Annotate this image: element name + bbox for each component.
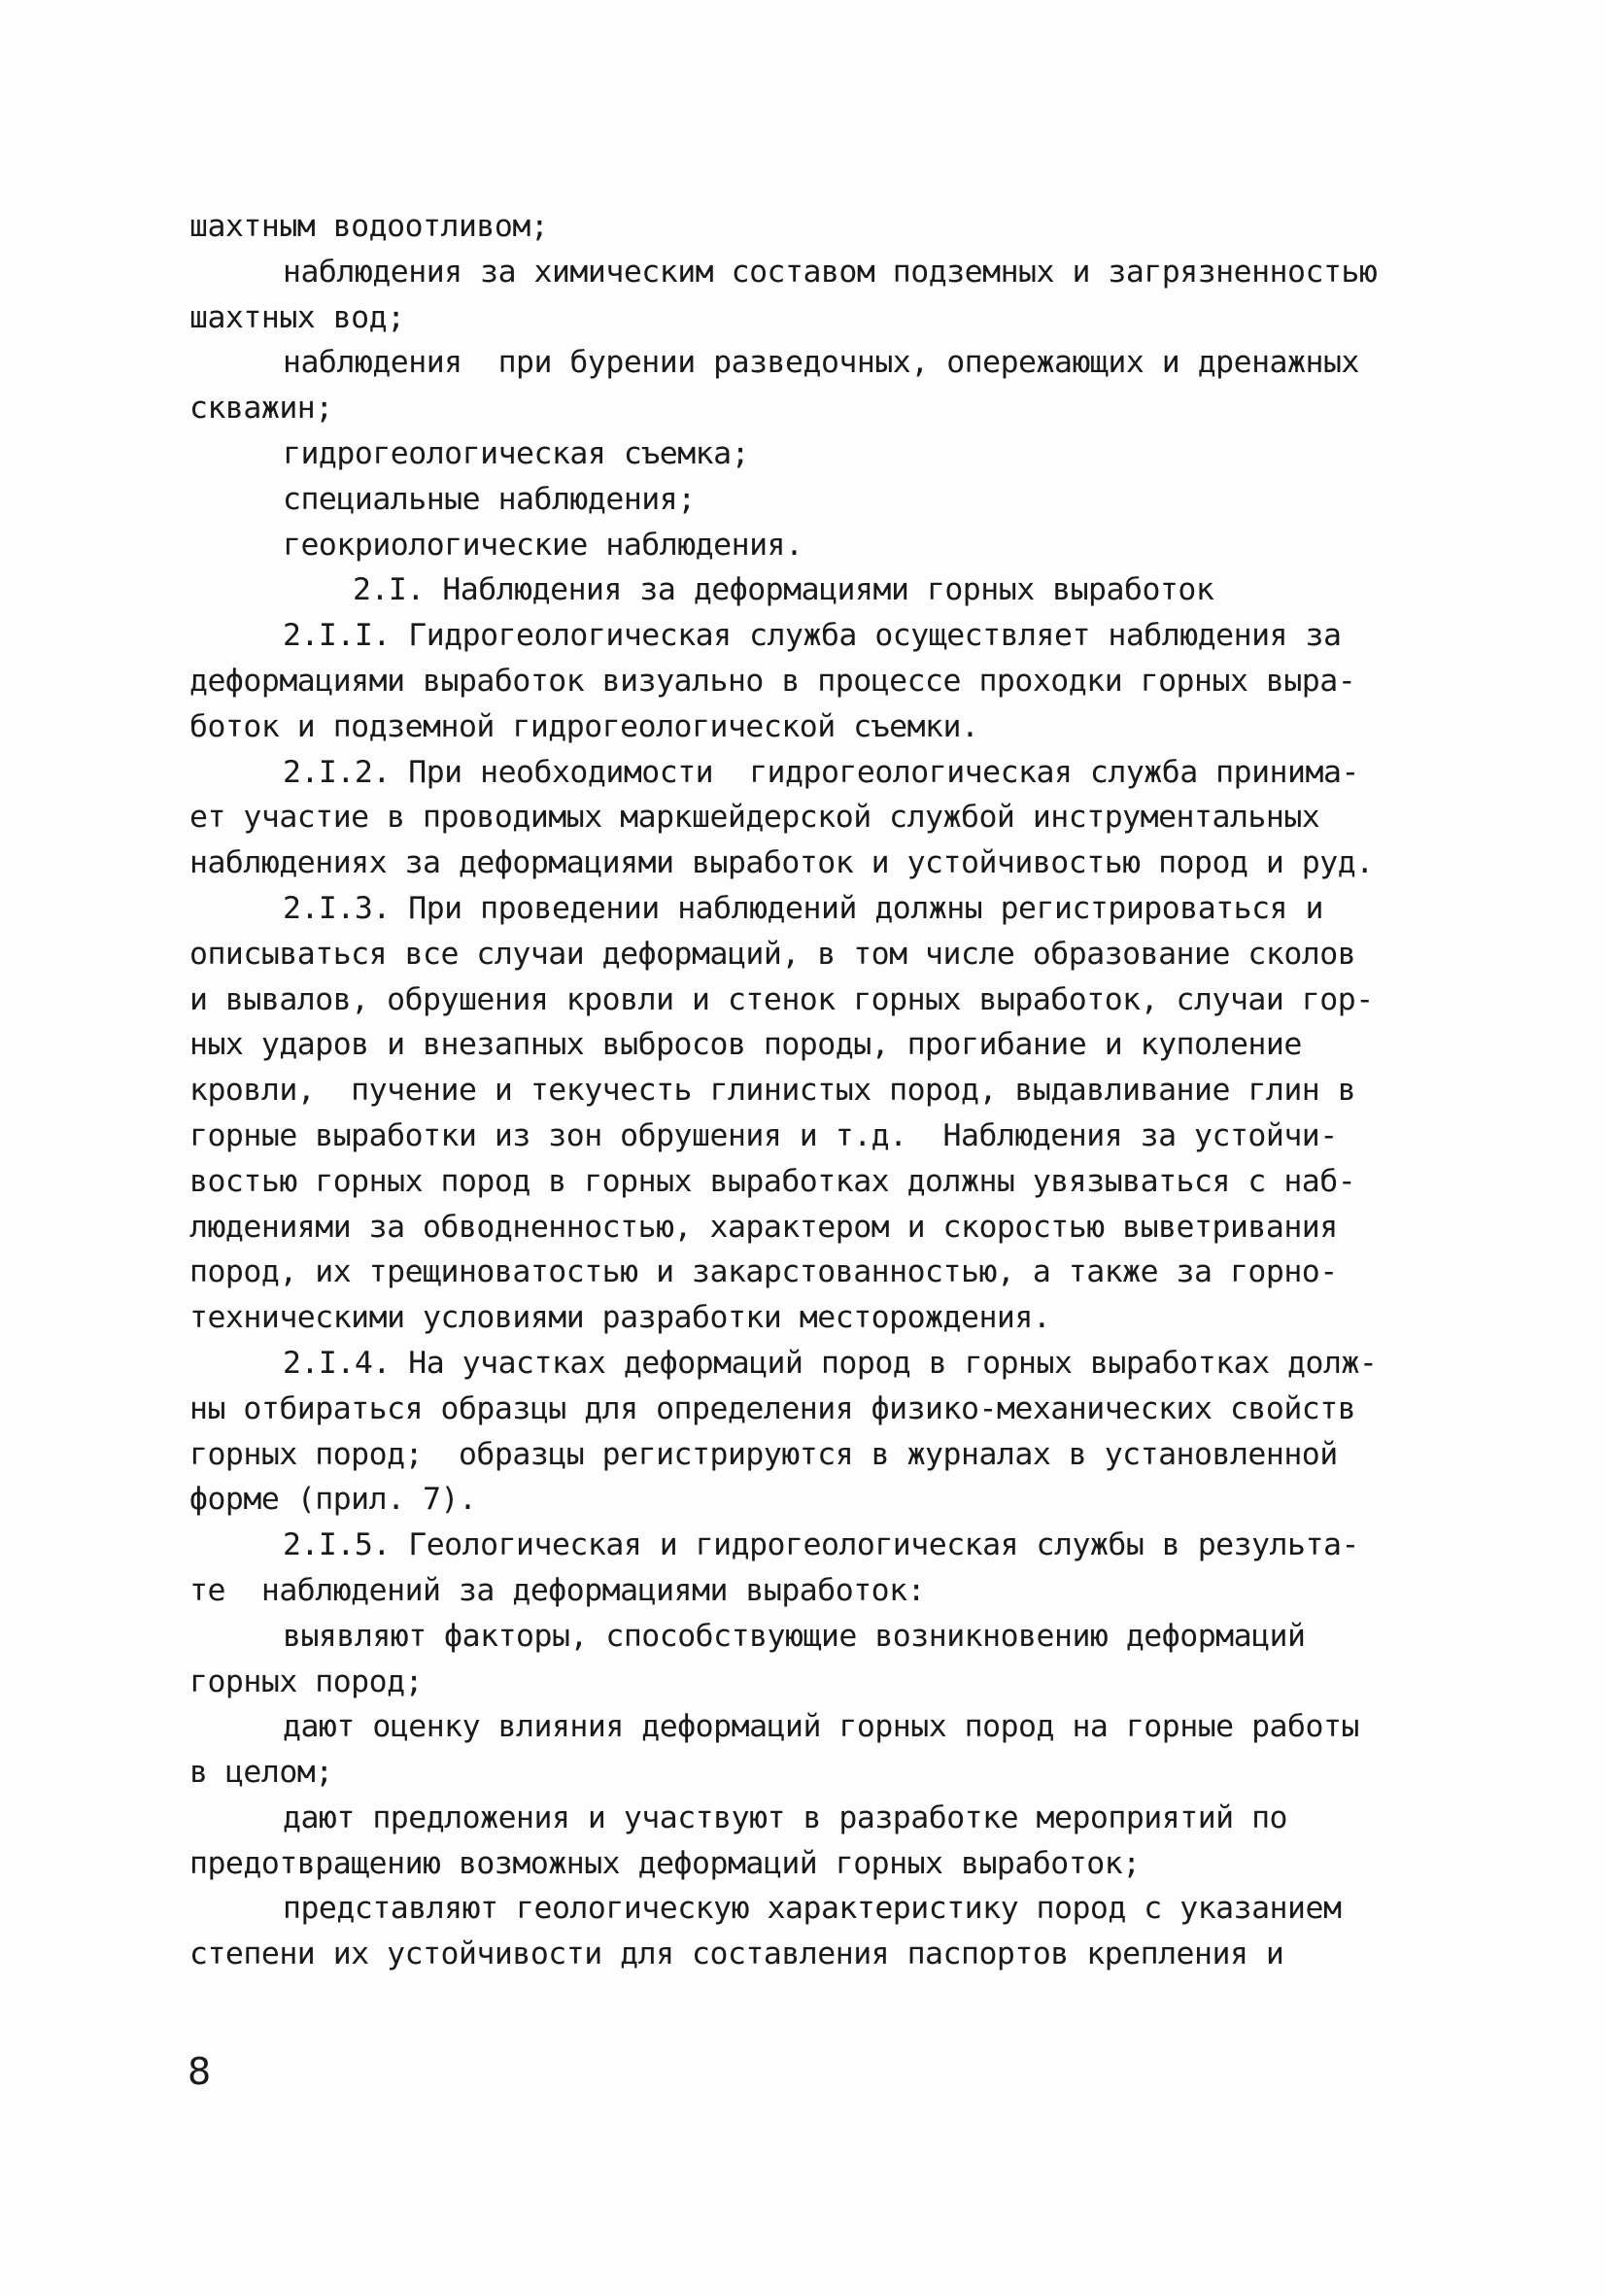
text-line: 2.I.I. Гидрогеологическая служба осуществляет наблюдения за (283, 618, 1342, 654)
text-line: наблюдениях за деформациями выработок и устойчивостью пород и руд. (189, 845, 1374, 881)
text-line: описываться все случаи деформаций, в том числе образование сколов (189, 936, 1356, 972)
page-number: 8 (188, 2050, 212, 2093)
text-line: 2.I.2. При необходимости гидрогеологическая служба принима- (283, 754, 1359, 790)
text-line: 2.I.4. На участках деформаций пород в горных выработках долж- (283, 1345, 1378, 1381)
section-heading: 2.I. Наблюдения за деформациями горных выработок (353, 572, 1214, 608)
text-line: предотвращению возможных деформаций горных выработок; (189, 1845, 1141, 1881)
text-line: горных пород; образцы регистрируются в журналах в установленной (189, 1436, 1338, 1472)
text-line: те наблюдений за деформациями выработок: (189, 1572, 926, 1608)
text-line: ет участие в проводимых маркшейдерской службой инструментальных (189, 800, 1320, 836)
text-line: скважин; (189, 391, 333, 427)
text-line: шахтным водоотливом; (189, 209, 549, 244)
text-line: людениями за обводненностью, характером и скоростью выветривания (189, 1209, 1338, 1245)
text-line: ных ударов и внезапных выбросов породы, прогибание и куполение (189, 1027, 1302, 1063)
text-line: востью горных пород в горных выработках должны увязываться с наб- (189, 1163, 1356, 1199)
text-line: специальные наблюдения; (283, 481, 696, 517)
text-line: горные выработки из зон обрушения и т.д. Наблюдения за устойчи- (189, 1117, 1338, 1153)
text-line: гидрогеологическая съемка; (283, 435, 750, 471)
text-line: пород, их трещиноватостью и закарстованностью, а также за горно- (189, 1254, 1338, 1290)
text-line: наблюдения при бурении разведочных, опережающих и дренажных (283, 345, 1359, 381)
text-line: техническими условиями разработки месторождения. (189, 1300, 1051, 1336)
text-line: геокриологические наблюдения. (283, 527, 803, 563)
text-line: форме (прил. 7). (189, 1482, 477, 1518)
text-line: шахтных вод; (189, 299, 405, 335)
text-line: наблюдения за химическим составом подземных и загрязненностью (283, 254, 1378, 290)
text-line: кровли, пучение и текучесть глинистых пород, выдавливание глин в (189, 1073, 1356, 1109)
text-line: дают предложения и участвуют в разработке мероприятий по (283, 1799, 1288, 1835)
text-line: выявляют факторы, способствующие возникновению деформаций (283, 1618, 1306, 1654)
text-line: боток и подземной гидрогеологической съемки. (189, 708, 979, 744)
text-line: деформациями выработок визуально в процессе проходки горных выра- (189, 663, 1356, 699)
text-line: ны отбираться образцы для определения физико-механических свойств (189, 1390, 1356, 1426)
body-text (189, 204, 1443, 1977)
text-line: представляют геологическую характеристику пород с указанием (283, 1891, 1342, 1927)
text-line: степени их устойчивости для составления паспортов крепления и (189, 1936, 1284, 1972)
text-line: горных пород; (189, 1663, 424, 1699)
text-line: 2.I.5. Геологическая и гидрогеологическая службы в результа- (283, 1527, 1359, 1563)
text-line: в целом; (189, 1755, 333, 1791)
text-line: и вывалов, обрушения кровли и стенок горных выработок, случаи гор- (189, 981, 1374, 1017)
text-line: дают оценку влияния деформаций горных пород на горные работы (283, 1709, 1359, 1745)
text-line: 2.I.3. При проведении наблюдений должны регистрироваться и (283, 890, 1323, 926)
